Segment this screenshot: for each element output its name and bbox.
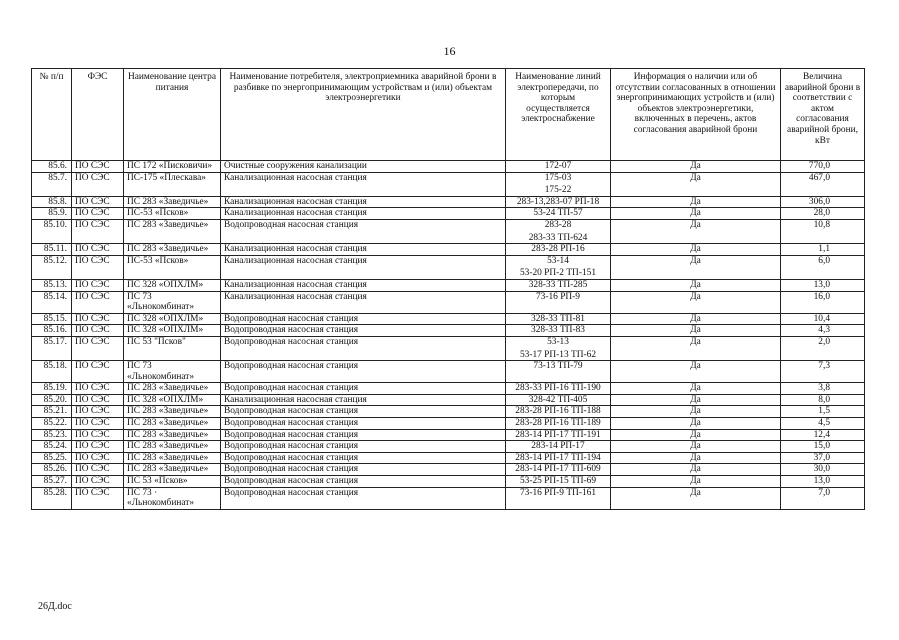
line-name: 283-28 РП-16 ТП-188 <box>515 406 601 417</box>
row-number: 85.25. <box>32 452 72 464</box>
row-fes: ПО СЭС <box>72 244 124 256</box>
row-number: 85.6. <box>32 161 72 173</box>
table-row <box>32 487 865 509</box>
row-consumer: Водопроводная насосная станция <box>221 441 506 453</box>
line-name: 328-42 ТП-405 <box>528 394 588 405</box>
row-power-center: ПС 283 «Заведичье» <box>124 196 221 208</box>
table-row <box>32 361 865 383</box>
row-fes: ПО СЭС <box>72 441 124 453</box>
row-fes: ПО СЭС <box>72 196 124 208</box>
line-name: 328-33 ТП-83 <box>531 325 585 336</box>
row-fes: ПО СЭС <box>72 255 124 279</box>
row-consumer: Канализационная насосная станция <box>221 208 506 220</box>
row-lines <box>506 406 611 418</box>
row-info: Да <box>611 161 781 173</box>
row-consumer: Канализационная насосная станция <box>221 279 506 291</box>
row-value: 2,0 <box>781 336 865 360</box>
line-name: 283-14 РП-17 ТП-191 <box>515 429 601 440</box>
row-fes: ПО СЭС <box>72 476 124 488</box>
row-fes: ПО СЭС <box>72 406 124 418</box>
line-name: 328-33 ТП-285 <box>528 279 588 290</box>
row-lines <box>506 418 611 430</box>
row-power-center: ПС 53 «Псков» <box>124 476 221 488</box>
line-name: 53-20 РП-2 ТП-151 <box>519 268 597 279</box>
line-name: 283-14 РП-17 ТП-194 <box>515 452 601 463</box>
row-lines <box>506 476 611 488</box>
row-lines <box>506 464 611 476</box>
row-fes: ПО СЭС <box>72 383 124 395</box>
row-power-center: ПС 53 "Псков" <box>124 336 221 360</box>
row-info: Да <box>611 406 781 418</box>
row-number: 85.7. <box>32 172 72 196</box>
row-value: 306,0 <box>781 196 865 208</box>
row-consumer: Канализационная насосная станция <box>221 172 506 196</box>
header-center: Наименование центра питания <box>124 69 221 161</box>
row-power-center: ПС 172 «Писковичи» <box>124 161 221 173</box>
row-number: 85.8. <box>32 196 72 208</box>
table-row <box>32 336 865 360</box>
row-fes: ПО СЭС <box>72 429 124 441</box>
row-value: 16,0 <box>781 291 865 313</box>
table-row <box>32 429 865 441</box>
row-consumer: Водопроводная насосная станция <box>221 383 506 395</box>
row-number: 85.21. <box>32 406 72 418</box>
row-info: Да <box>611 487 781 509</box>
footer-filename: 26Д.doc <box>38 601 72 612</box>
line-name: 53-14 <box>547 255 569 266</box>
row-value: 37,0 <box>781 452 865 464</box>
row-value: 15,0 <box>781 441 865 453</box>
row-power-center: ПС 328 «ОПХЛМ» <box>124 313 221 325</box>
row-power-center: ПС 283 «Заведичье» <box>124 219 221 243</box>
row-lines <box>506 441 611 453</box>
row-consumer: Водопроводная насосная станция <box>221 418 506 430</box>
row-power-center: ПС 283 «Заведичье» <box>124 244 221 256</box>
table-row <box>32 476 865 488</box>
row-info: Да <box>611 208 781 220</box>
row-value: 770,0 <box>781 161 865 173</box>
line-name: 73-13 ТП-79 <box>533 361 583 372</box>
row-value: 6,0 <box>781 255 865 279</box>
row-lines <box>506 336 611 360</box>
row-fes: ПО СЭС <box>72 208 124 220</box>
row-info: Да <box>611 313 781 325</box>
row-consumer: Канализационная насосная станция <box>221 291 506 313</box>
line-name: 73-16 РП-9 <box>535 291 580 302</box>
row-number: 85.20. <box>32 394 72 406</box>
table-row <box>32 219 865 243</box>
row-number: 85.14. <box>32 291 72 313</box>
row-number: 85.15. <box>32 313 72 325</box>
row-lines <box>506 487 611 509</box>
table-body <box>32 161 865 510</box>
header-num: № п/п <box>32 69 72 161</box>
row-fes: ПО СЭС <box>72 452 124 464</box>
line-name: 53-24 ТП-57 <box>533 208 583 219</box>
row-power-center: ПС 283 «Заведичье» <box>124 452 221 464</box>
row-value: 1,1 <box>781 244 865 256</box>
row-consumer: Водопроводная насосная станция <box>221 361 506 383</box>
row-power-center: ПС 73 «Льнокомбинат» <box>124 291 221 313</box>
row-fes: ПО СЭС <box>72 325 124 337</box>
row-consumer: Водопроводная насосная станция <box>221 429 506 441</box>
table-row <box>32 325 865 337</box>
row-number: 85.24. <box>32 441 72 453</box>
row-value: 7,0 <box>781 487 865 509</box>
line-name: 283-14 РП-17 ТП-609 <box>515 464 601 475</box>
line-name: 283-33 РП-16 ТП-190 <box>515 383 601 394</box>
row-consumer: Канализационная насосная станция <box>221 196 506 208</box>
table-row <box>32 464 865 476</box>
line-name: 175-22 <box>544 185 572 196</box>
row-consumer: Водопроводная насосная станция <box>221 219 506 243</box>
row-number: 85.23. <box>32 429 72 441</box>
row-info: Да <box>611 336 781 360</box>
row-number: 85.12. <box>32 255 72 279</box>
row-info: Да <box>611 452 781 464</box>
row-lines <box>506 208 611 220</box>
line-name: 53-25 РП-15 ТП-69 <box>519 476 597 487</box>
row-value: 28,0 <box>781 208 865 220</box>
row-lines <box>506 313 611 325</box>
row-value: 10,8 <box>781 219 865 243</box>
header-value: Величина аварийной брони в соответствии с актом согласования аварийной брони, кВт <box>781 69 865 161</box>
row-fes: ПО СЭС <box>72 313 124 325</box>
row-number: 85.26. <box>32 464 72 476</box>
emergency-reserve-table <box>31 68 865 510</box>
row-info: Да <box>611 196 781 208</box>
row-value: 7,3 <box>781 361 865 383</box>
table-row <box>32 313 865 325</box>
line-name: 328-33 ТП-81 <box>531 313 585 324</box>
row-consumer: Водопроводная насосная станция <box>221 476 506 488</box>
row-consumer: Водопроводная насосная станция <box>221 464 506 476</box>
line-name: 283-33 ТП-624 <box>528 232 588 243</box>
row-lines <box>506 452 611 464</box>
row-power-center: ПС 328 «ОПХЛМ» <box>124 279 221 291</box>
row-lines <box>506 361 611 383</box>
row-number: 85.27. <box>32 476 72 488</box>
row-lines <box>506 161 611 173</box>
table-row <box>32 172 865 196</box>
row-consumer: Водопроводная насосная станция <box>221 336 506 360</box>
row-number: 85.18. <box>32 361 72 383</box>
table-row <box>32 383 865 395</box>
row-info: Да <box>611 441 781 453</box>
row-number: 85.11. <box>32 244 72 256</box>
row-power-center: ПС 283 «Заведичье» <box>124 406 221 418</box>
line-name: 283-13,283-07 РП-18 <box>516 196 600 207</box>
row-lines <box>506 429 611 441</box>
row-power-center: ПС 328 «ОПХЛМ» <box>124 325 221 337</box>
row-fes: ПО СЭС <box>72 487 124 509</box>
line-name: 283-28 <box>544 219 572 230</box>
table-row <box>32 161 865 173</box>
row-power-center: ПС 283 «Заведичье» <box>124 464 221 476</box>
row-lines <box>506 196 611 208</box>
row-info: Да <box>611 172 781 196</box>
row-lines <box>506 219 611 243</box>
row-fes: ПО СЭС <box>72 172 124 196</box>
row-info: Да <box>611 418 781 430</box>
row-number: 85.10. <box>32 219 72 243</box>
row-consumer: Водопроводная насосная станция <box>221 325 506 337</box>
row-lines <box>506 291 611 313</box>
line-name: 175-03 <box>544 172 572 183</box>
row-consumer: Канализационная насосная станция <box>221 394 506 406</box>
line-name: 283-14 РП-17 <box>531 441 585 452</box>
row-info: Да <box>611 244 781 256</box>
row-fes: ПО СЭС <box>72 291 124 313</box>
header-info: Информация о наличии или об отсутствии согласованных в отношении энергопринимающих устройств и (или) объектов электроэнергетики, включенных в перечень, актов согласования аварийной брони <box>611 69 781 161</box>
row-value: 3,8 <box>781 383 865 395</box>
row-lines <box>506 325 611 337</box>
table-row <box>32 208 865 220</box>
row-power-center: ПС 283 «Заведичье» <box>124 418 221 430</box>
row-consumer: Очистные сооружения канализации <box>221 161 506 173</box>
table-row <box>32 244 865 256</box>
row-value: 30,0 <box>781 464 865 476</box>
row-number: 85.22. <box>32 418 72 430</box>
row-consumer: Водопроводная насосная станция <box>221 487 506 509</box>
row-consumer: Водопроводная насосная станция <box>221 313 506 325</box>
row-lines <box>506 255 611 279</box>
header-fes: ФЭС <box>72 69 124 161</box>
row-fes: ПО СЭС <box>72 418 124 430</box>
row-info: Да <box>611 361 781 383</box>
row-info: Да <box>611 383 781 395</box>
row-power-center: ПС 283 «Заведичье» <box>124 383 221 395</box>
row-info: Да <box>611 325 781 337</box>
row-lines <box>506 394 611 406</box>
table-row <box>32 441 865 453</box>
line-name: 53-17 РП-13 ТП-62 <box>519 349 597 360</box>
row-fes: ПО СЭС <box>72 464 124 476</box>
table-row <box>32 255 865 279</box>
table-row <box>32 452 865 464</box>
row-info: Да <box>611 476 781 488</box>
row-fes: ПО СЭС <box>72 336 124 360</box>
row-lines <box>506 172 611 196</box>
row-power-center: ПС 283 «Заведичье» <box>124 441 221 453</box>
row-number: 85.19. <box>32 383 72 395</box>
row-info: Да <box>611 279 781 291</box>
row-power-center: ПС-53 «Псков» <box>124 255 221 279</box>
row-info: Да <box>611 219 781 243</box>
row-fes: ПО СЭС <box>72 279 124 291</box>
row-number: 85.17. <box>32 336 72 360</box>
line-name: 283-28 РП-16 ТП-189 <box>515 418 601 429</box>
row-power-center: ПС 328 «ОПХЛМ» <box>124 394 221 406</box>
row-value: 8,0 <box>781 394 865 406</box>
row-power-center: ПС 73 · «Льнокомбинат» <box>124 487 221 509</box>
row-consumer: Канализационная насосная станция <box>221 244 506 256</box>
row-consumer: Водопроводная насосная станция <box>221 452 506 464</box>
row-fes: ПО СЭС <box>72 161 124 173</box>
page-number: 16 <box>443 44 456 58</box>
row-power-center: ПС-175 «Плескава» <box>124 172 221 196</box>
row-value: 12,4 <box>781 429 865 441</box>
row-value: 10,4 <box>781 313 865 325</box>
table-row <box>32 418 865 430</box>
row-consumer: Канализационная насосная станция <box>221 255 506 279</box>
line-name: 53-13 <box>547 336 569 347</box>
row-info: Да <box>611 394 781 406</box>
row-power-center: ПС 73 «Льнокомбинат» <box>124 361 221 383</box>
row-fes: ПО СЭС <box>72 394 124 406</box>
row-value: 467,0 <box>781 172 865 196</box>
table-row <box>32 291 865 313</box>
row-number: 85.28. <box>32 487 72 509</box>
row-value: 13,0 <box>781 476 865 488</box>
table-row <box>32 406 865 418</box>
row-number: 85.13. <box>32 279 72 291</box>
row-power-center: ПС 283 «Заведичье» <box>124 429 221 441</box>
row-info: Да <box>611 429 781 441</box>
row-fes: ПО СЭС <box>72 361 124 383</box>
row-info: Да <box>611 255 781 279</box>
line-name: 73-16 РП-9 ТП-161 <box>519 487 597 498</box>
row-info: Да <box>611 464 781 476</box>
row-lines <box>506 383 611 395</box>
line-name: 283-28 РП-16 <box>531 244 585 255</box>
row-consumer: Водопроводная насосная станция <box>221 406 506 418</box>
table-header-row <box>32 69 865 161</box>
row-value: 4,3 <box>781 325 865 337</box>
table-row <box>32 394 865 406</box>
row-value: 13,0 <box>781 279 865 291</box>
row-value: 1,5 <box>781 406 865 418</box>
row-number: 85.16. <box>32 325 72 337</box>
table-row <box>32 196 865 208</box>
line-name: 172-07 <box>544 161 572 171</box>
row-value: 4,5 <box>781 418 865 430</box>
row-power-center: ПС-53 «Псков» <box>124 208 221 220</box>
header-consumer: Наименование потребителя, электроприемника аварийной брони в разбивке по энергопринимающим устройствам и (или) объектам электроэнергетики <box>221 69 506 161</box>
row-info: Да <box>611 291 781 313</box>
row-lines <box>506 244 611 256</box>
table-row <box>32 279 865 291</box>
row-number: 85.9. <box>32 208 72 220</box>
row-lines <box>506 279 611 291</box>
header-lines: Наименование линий электропередачи, по которым осуществляется электроснабжение <box>506 69 611 161</box>
row-fes: ПО СЭС <box>72 219 124 243</box>
